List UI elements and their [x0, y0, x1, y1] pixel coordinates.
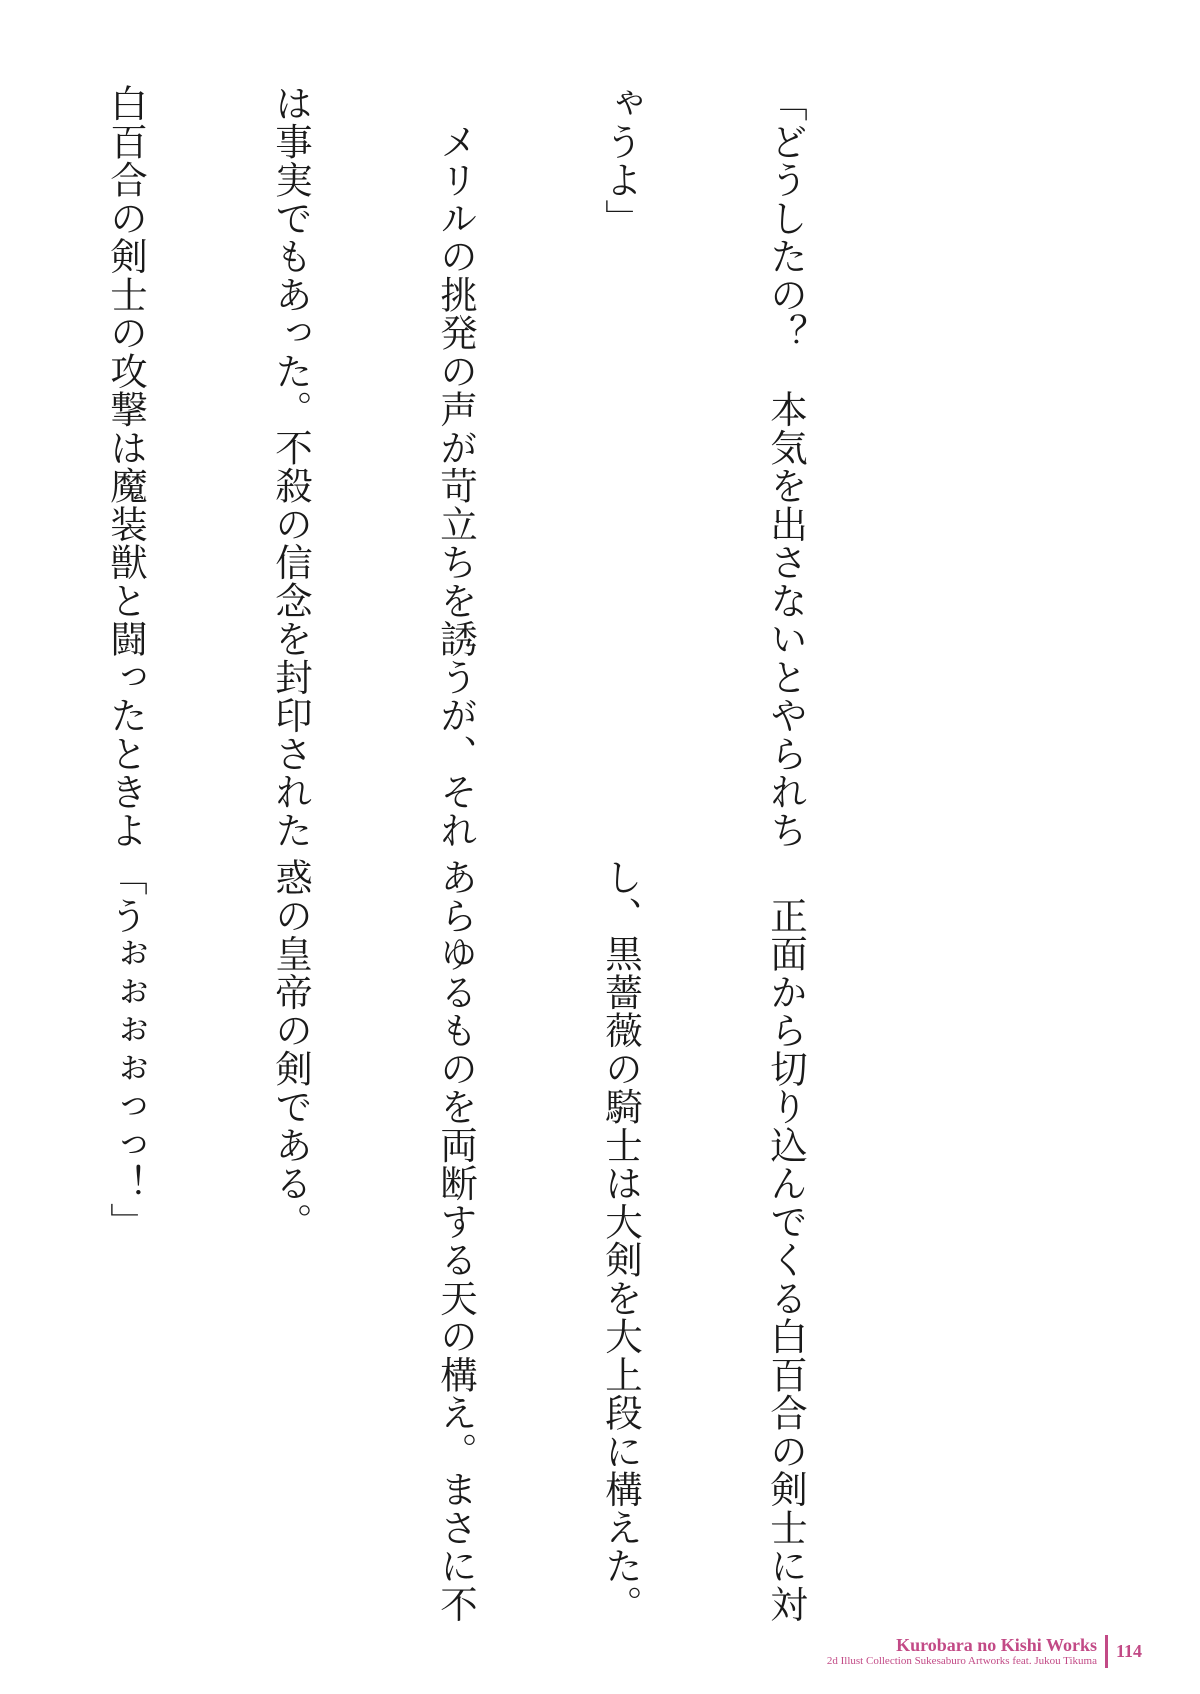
footer-titles	[827, 1635, 1108, 1668]
text-column: 「うぉぉぉぉっっ！」	[104, 858, 148, 1241]
text-column: 白百合の剣士の攻撃は魔装獣と闘ったときよ	[104, 84, 148, 849]
text-column: は事実でもあった。不殺の信念を封印された	[269, 84, 313, 849]
bottom-text-block	[23, 858, 923, 1623]
series-title: Kurobara no Kishi Works	[896, 1635, 1097, 1655]
series-subtitle: 2d Illust Collection Sukesaburo Artworks feat. Jukou Tikuma	[826, 1655, 1097, 1667]
top-text-block	[23, 84, 923, 849]
text-column: 惑の皇帝の剣である。	[269, 858, 313, 1241]
text-column: 正面から切り込んでくる白百合の剣士に対	[764, 858, 808, 1623]
text-column: あらゆるものを両断する天の構え。まさに不	[434, 858, 478, 1623]
text-column: し、黒薔薇の騎士は大剣を大上段に構えた。	[599, 858, 643, 1623]
text-column: ゃうよ」	[599, 84, 643, 237]
page-footer	[827, 1635, 1142, 1668]
text-column: メリルの挑発の声が苛立ちを誘うが、それ	[434, 84, 478, 849]
text-column: 「どうしたの？ 本気を出さないとやられち	[764, 84, 808, 849]
page-number: 114	[1115, 1641, 1142, 1661]
